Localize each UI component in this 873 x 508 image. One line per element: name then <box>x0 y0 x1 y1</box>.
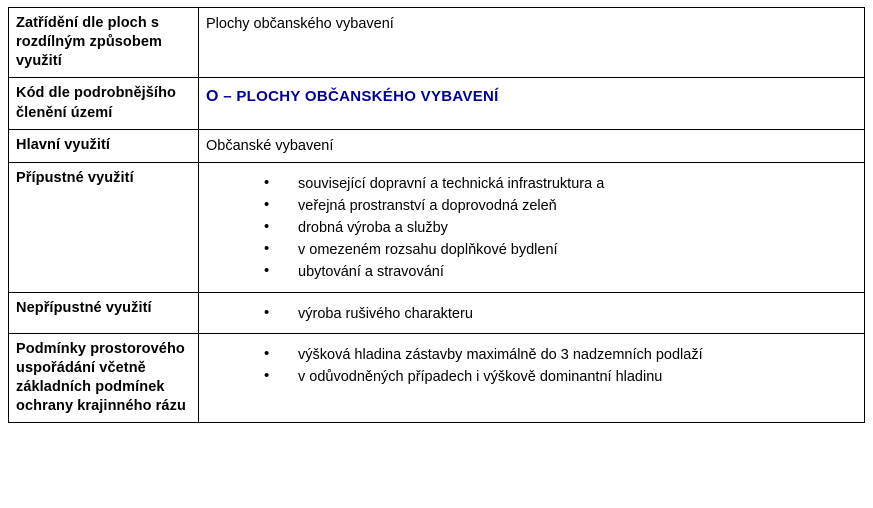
value-text: Plochy občanského vybavení <box>206 16 394 32</box>
table-row <box>9 333 865 423</box>
table-row <box>9 8 865 78</box>
table-row <box>9 292 865 333</box>
zoning-regulation-table <box>8 7 865 423</box>
bullet-list <box>206 303 856 325</box>
zone-code-letter: O <box>206 88 219 106</box>
zone-code-line <box>206 84 856 107</box>
list-item: • drobná výroba a služby <box>264 217 856 239</box>
list-item: • výšková hladina zástavby maximálně do 3 nadzemních podlaží <box>264 344 856 366</box>
row-value-hlavni-vyuziti <box>199 129 865 162</box>
value-text: Občanské vybavení <box>206 137 334 154</box>
row-value-zatrideni <box>199 8 865 78</box>
table-row <box>9 162 865 292</box>
zone-code-dash: – <box>223 88 232 106</box>
row-label-pripustne-vyuziti: Přípustné využití <box>9 162 199 292</box>
row-label-kod: Kód dle podrobnějšího členění území <box>9 78 199 129</box>
row-label-hlavni-vyuziti: Hlavní využití <box>9 129 199 162</box>
list-item: • v omezeném rozsahu doplňkové bydlení <box>264 239 856 261</box>
zone-code-text: PLOCHY OBČANSKÉHO VYBAVENÍ <box>236 88 499 106</box>
list-item: • v odůvodněných případech i výškově dominantní hladinu <box>264 366 856 388</box>
row-value-kod <box>199 78 865 129</box>
row-label-podminky-prostoroveho-usporadani: Podmínky prostorového uspořádání včetně základních podmínek ochrany krajinného rázu <box>9 333 199 423</box>
list-item: • související dopravní a technická infrastruktura a <box>264 173 856 195</box>
bullet-list <box>206 173 856 284</box>
row-value-pripustne-vyuziti <box>199 162 865 292</box>
list-item: • veřejná prostranství a doprovodná zeleň <box>264 195 856 217</box>
list-item: • ubytování a stravování <box>264 261 856 283</box>
row-value-podminky-prostoroveho-usporadani <box>199 333 865 423</box>
list-item: • výroba rušivého charakteru <box>264 303 856 325</box>
row-label-zatrideni: Zatřídění dle ploch s rozdílným způsobem využití <box>9 8 199 78</box>
table-row <box>9 78 865 129</box>
row-value-nepripustne-vyuziti <box>199 292 865 333</box>
bullet-list <box>206 344 856 388</box>
table-row <box>9 129 865 162</box>
row-label-nepripustne-vyuziti: Nepřípustné využití <box>9 292 199 333</box>
